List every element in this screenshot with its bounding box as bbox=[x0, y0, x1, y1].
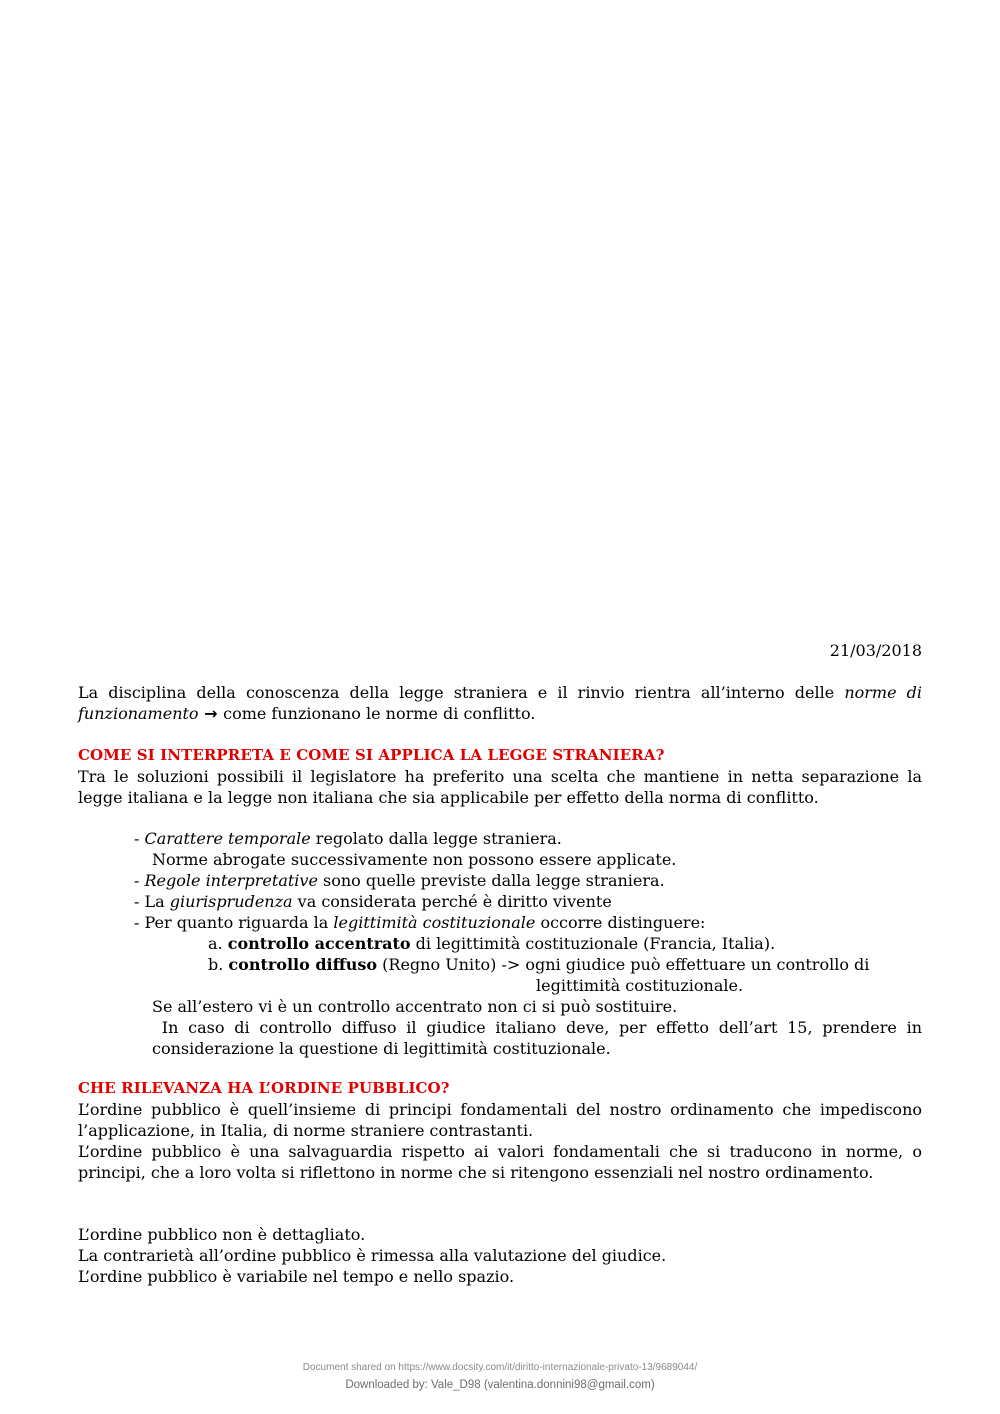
intro-italic: norme di funzionamento bbox=[78, 683, 923, 723]
section-heading: COME SI INTERPRETA E COME SI APPLICA LA LEGGE STRANIERA? bbox=[78, 746, 665, 764]
sub-item-a: a. controllo accentrato di legittimità costituzionale (Francia, Italia). bbox=[208, 934, 776, 953]
section-legge-straniera bbox=[78, 745, 922, 808]
intro-text: La disciplina della conoscenza della legge straniera e il rinvio rientra all’interno delle bbox=[78, 683, 845, 702]
list-dash: - La bbox=[134, 892, 170, 911]
footer-downloaded-by: Downloaded by: Vale_D98 (valentina.donnini98@gmail.com) bbox=[345, 1379, 655, 1391]
bullet-list bbox=[134, 828, 922, 1059]
list-dash: - bbox=[134, 871, 145, 890]
section-paragraph: Tra le soluzioni possibili il legislatore ha preferito una scelta che mantiene in netta separazione la legge italiana e la legge non italiana che sia applicabile per effetto della norma di conflitto. bbox=[78, 767, 922, 807]
sub-item-b-continuation: legittimità costituzionale. bbox=[536, 976, 744, 995]
list-item bbox=[134, 828, 922, 849]
list-text: sono quelle previste dalla legge straniera. bbox=[317, 871, 665, 890]
sub-item-b: b. controllo diffuso (Regno Unito) -> ogni giudice può effettuare un controllo di bbox=[208, 955, 870, 974]
list-italic: giurisprudenza bbox=[169, 892, 293, 911]
note-diffuso-line2: considerazione la questione di legittimità costituzionale. bbox=[152, 1039, 611, 1058]
list-item bbox=[134, 912, 922, 933]
intro-paragraph bbox=[78, 682, 922, 724]
ordine-pubblico-paragraph-1: L’ordine pubblico è quell’insieme di principi fondamentali del nostro ordinamento che impediscono l’applicazione, in Italia, di norme straniere contrastanti. bbox=[78, 1100, 922, 1140]
sub-item-bold: controllo diffuso bbox=[228, 955, 378, 974]
list-item-continuation: Norme abrogate successivamente non possono essere applicate. bbox=[152, 850, 677, 869]
list-text: occorre distinguere: bbox=[535, 913, 706, 932]
list-text: va considerata perché è diritto vivente bbox=[292, 892, 612, 911]
list-dash: - Per quanto riguarda la bbox=[134, 913, 334, 932]
footer-shared-link[interactable]: Document shared on https://www.docsity.com/it/diritto-internazionale-privato-13/9689044/ bbox=[302, 1362, 698, 1373]
list-italic: legittimità costituzionale bbox=[333, 913, 536, 932]
text-line: L’ordine pubblico non è dettagliato. bbox=[78, 1225, 366, 1244]
ordine-pubblico-paragraph-2: L’ordine pubblico è una salvaguardia rispetto ai valori fondamentali che si traducono in norme, o principi, che a loro volta si riflettono in norme che si ritengono essenziali nel nostro ordinamento. bbox=[78, 1142, 922, 1182]
sub-item-text: (Regno Unito) -> ogni giudice può effettuare un controllo di bbox=[377, 955, 870, 974]
list-dash: - bbox=[134, 829, 145, 848]
note-diffuso-line1: In caso di controllo diffuso il giudice italiano deve, per effetto dell’art 15, prendere in bbox=[152, 1018, 922, 1037]
text-line: L’ordine pubblico è variabile nel tempo e nello spazio. bbox=[78, 1267, 515, 1286]
intro-text-end: come funzionano le norme di conflitto. bbox=[223, 704, 536, 723]
list-text: regolato dalla legge straniera. bbox=[310, 829, 562, 848]
list-item bbox=[134, 870, 922, 891]
section-ordine-pubblico bbox=[78, 1078, 922, 1183]
list-italic: Carattere temporale bbox=[144, 829, 311, 848]
section-heading: CHE RILEVANZA HA L’ORDINE PUBBLICO? bbox=[78, 1079, 450, 1097]
list-item bbox=[134, 891, 922, 912]
sub-item-bold: controllo accentrato bbox=[227, 934, 411, 953]
list-italic: Regole interpretative bbox=[144, 871, 318, 890]
ordine-pubblico-lines bbox=[78, 1224, 922, 1287]
note-accentrato: Se all’estero vi è un controllo accentrato non ci si può sostituire. bbox=[152, 997, 678, 1016]
arrow-icon: → bbox=[198, 704, 224, 723]
text-line: La contrarietà all’ordine pubblico è rimessa alla valutazione del giudice. bbox=[78, 1246, 667, 1265]
sub-item-text: di legittimità costituzionale (Francia, Italia). bbox=[410, 934, 776, 953]
date: 21/03/2018 bbox=[829, 641, 922, 660]
